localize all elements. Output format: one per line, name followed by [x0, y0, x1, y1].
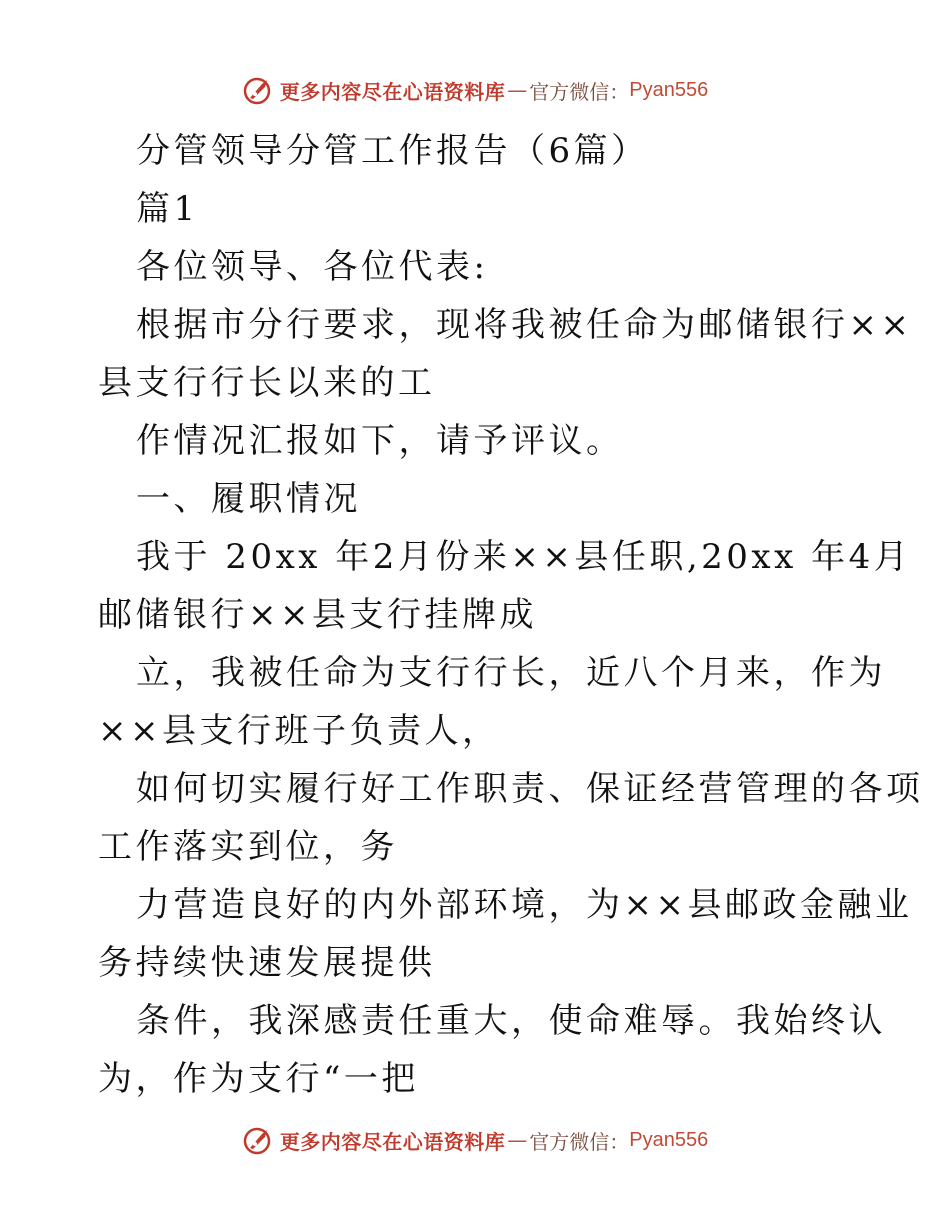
document-line: 邮储银行××县支行挂牌成 — [98, 595, 537, 635]
document-line: 作情况汇报如下，请予评议。 — [136, 421, 624, 461]
watermark-separator: — — [507, 78, 528, 102]
watermark-wechat-id: Pyan556 — [629, 1128, 709, 1151]
document-line: 如何切实履行好工作职责、保证经营管理的各项 — [136, 769, 924, 809]
watermark-official-label: 官方微信： — [529, 1129, 630, 1154]
document-line: 立，我被任命为支行行长，近八个月来，作为 — [136, 653, 886, 693]
document-line: 一、履职情况 — [136, 479, 361, 519]
watermark-official-label: 官方微信： — [529, 79, 630, 104]
watermark-header — [0, 72, 950, 108]
document-line: 条件，我深感责任重大，使命难辱。我始终认 — [136, 1001, 886, 1041]
document-line: 工作落实到位，务 — [98, 827, 398, 867]
pen-nib-logo-icon — [242, 74, 274, 106]
watermark-main-text: 更多内容尽在心语资料库 — [279, 79, 506, 104]
watermark-wechat-id: Pyan556 — [629, 78, 709, 101]
document-line: ××县支行班子负责人， — [98, 711, 500, 751]
document-line: 力营造良好的内外部环境，为××县邮政金融业 — [136, 885, 913, 925]
watermark-main-text: 更多内容尽在心语资料库 — [279, 1129, 506, 1154]
document-body — [98, 122, 924, 1108]
document-line: 我于 20xx 年2月份来××县任职,20xx 年4月 — [136, 537, 912, 577]
document-line: 为，作为支行“一把 — [98, 1059, 419, 1099]
watermark-footer — [0, 1122, 950, 1158]
watermark-separator: — — [507, 1128, 528, 1152]
document-line: 根据市分行要求，现将我被任命为邮储银行×× — [136, 305, 913, 345]
document-line: 各位领导、各位代表: — [136, 247, 489, 287]
pen-nib-logo-icon — [242, 1124, 274, 1156]
document-line: 分管领导分管工作报告（6篇） — [136, 131, 649, 171]
document-line: 务持续快速发展提供 — [98, 943, 436, 983]
document-line: 篇1 — [136, 189, 199, 229]
document-line: 县支行行长以来的工 — [98, 363, 436, 403]
